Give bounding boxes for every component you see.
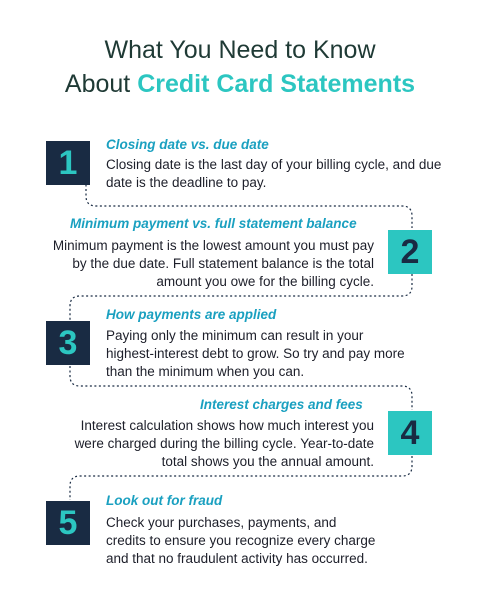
step-5-body: Check your purchases, payments, and credits to ensure you recognize every charge and that no fraudulent activity has occurred. [106,515,376,566]
step-3-number-badge [46,321,90,365]
step-3-number: 3 [58,323,78,362]
step-2-number: 2 [400,232,420,271]
step-4-number: 4 [400,413,420,452]
step-5-number-badge [46,501,90,545]
title-accent: Credit Card Statements [137,70,416,98]
step-2-number-badge [388,230,432,274]
step-5-heading: Look out for fraud [106,493,223,508]
step-4-heading: Interest charges and fees [200,397,363,412]
step-3-body: Paying only the minimum can result in your highest-interest debt to grow. So try and pay more than the minimum when you can. [106,328,405,379]
title-prefix: About [64,70,138,98]
step-5-number: 5 [58,503,78,542]
step-1-heading: Closing date vs. due date [106,137,269,152]
step-4-body: Interest calculation shows how much interest you were charged during the billing cycle. Year-to-date total shows you the annual amount. [74,418,374,469]
step-3-heading: How payments are applied [106,307,277,322]
step-4-number-badge [388,411,432,455]
step-1-number: 1 [58,143,78,182]
page-title-line-1: What You Need to Know [104,36,376,64]
step-2-heading: Minimum payment vs. full statement balance [70,216,357,231]
step-2-body: Minimum payment is the lowest amount you must pay by the due date. Full statement balance is the total amount you owe for the billing cycle. [52,238,374,289]
step-1-body: Closing date is the last day of your billing cycle, and due date is the deadline to pay. [106,157,442,190]
step-1-number-badge [46,141,90,185]
